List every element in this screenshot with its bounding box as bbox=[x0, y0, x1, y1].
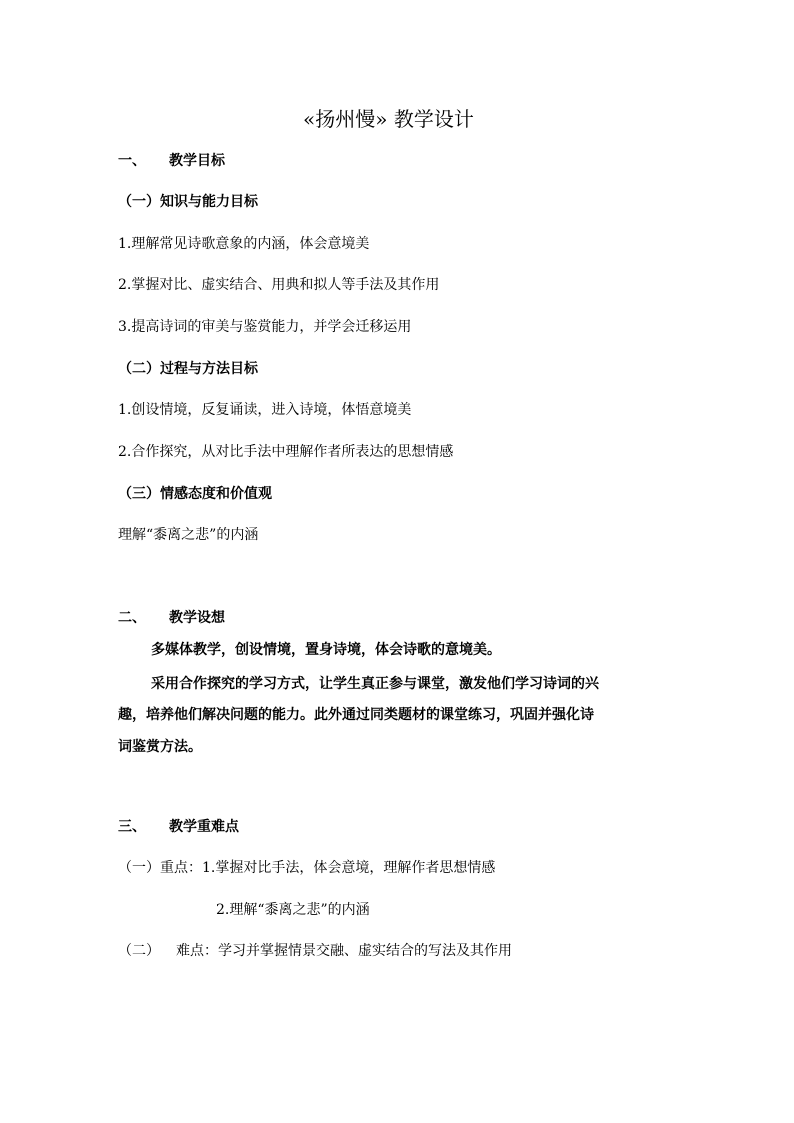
paragraph-line: 采用合作探究的学习方式，让学生真正参与课堂，激发他们学习诗词的兴 bbox=[151, 676, 599, 692]
key-point-line-2: 2.理解“黍离之悲”的内涵 bbox=[216, 902, 370, 918]
section-3-number: 三、 bbox=[118, 819, 146, 835]
difficult-point-label: （二） bbox=[118, 943, 160, 959]
paragraph-line: 多媒体教学，创设情境，置身诗境，体会诗歌的意境美。 bbox=[151, 642, 501, 658]
paragraph-line: 词鉴赏方法。 bbox=[118, 739, 202, 755]
paragraph-line: 趣，培养他们解决问题的能力。此外通过同类题材的课堂练习，巩固并强化诗 bbox=[118, 707, 594, 723]
list-item: 理解“黍离之悲”的内涵 bbox=[118, 527, 259, 543]
list-item: 1.理解常见诗歌意象的内涵，体会意境美 bbox=[118, 236, 370, 252]
subsection-1-heading: （一）知识与能力目标 bbox=[118, 194, 258, 210]
list-item: 3.提高诗词的审美与鉴赏能力，并学会迁移运用 bbox=[118, 319, 412, 335]
subsection-3-heading: （三）情感态度和价值观 bbox=[118, 486, 272, 502]
section-2-heading: 教学设想 bbox=[169, 610, 225, 626]
difficult-point-text: 难点：学习并掌握情景交融、虚实结合的写法及其作用 bbox=[176, 943, 512, 959]
section-1-heading: 教学目标 bbox=[169, 153, 225, 169]
subsection-2-heading: （二）过程与方法目标 bbox=[118, 361, 258, 377]
page-title: «扬州慢» 教学设计 bbox=[303, 107, 474, 131]
list-item: 1.创设情境，反复诵读，进入诗境，体悟意境美 bbox=[118, 402, 412, 418]
list-item: 2.掌握对比、虚实结合、用典和拟人等手法及其作用 bbox=[118, 277, 440, 293]
section-3-heading: 教学重难点 bbox=[169, 819, 239, 835]
section-1-number: 一、 bbox=[118, 153, 146, 169]
key-point-line-1: （一）重点：1.掌握对比手法，体会意境，理解作者思想情感 bbox=[118, 860, 496, 876]
list-item: 2.合作探究，从对比手法中理解作者所表达的思想情感 bbox=[118, 444, 454, 460]
section-2-number: 二、 bbox=[118, 610, 146, 626]
